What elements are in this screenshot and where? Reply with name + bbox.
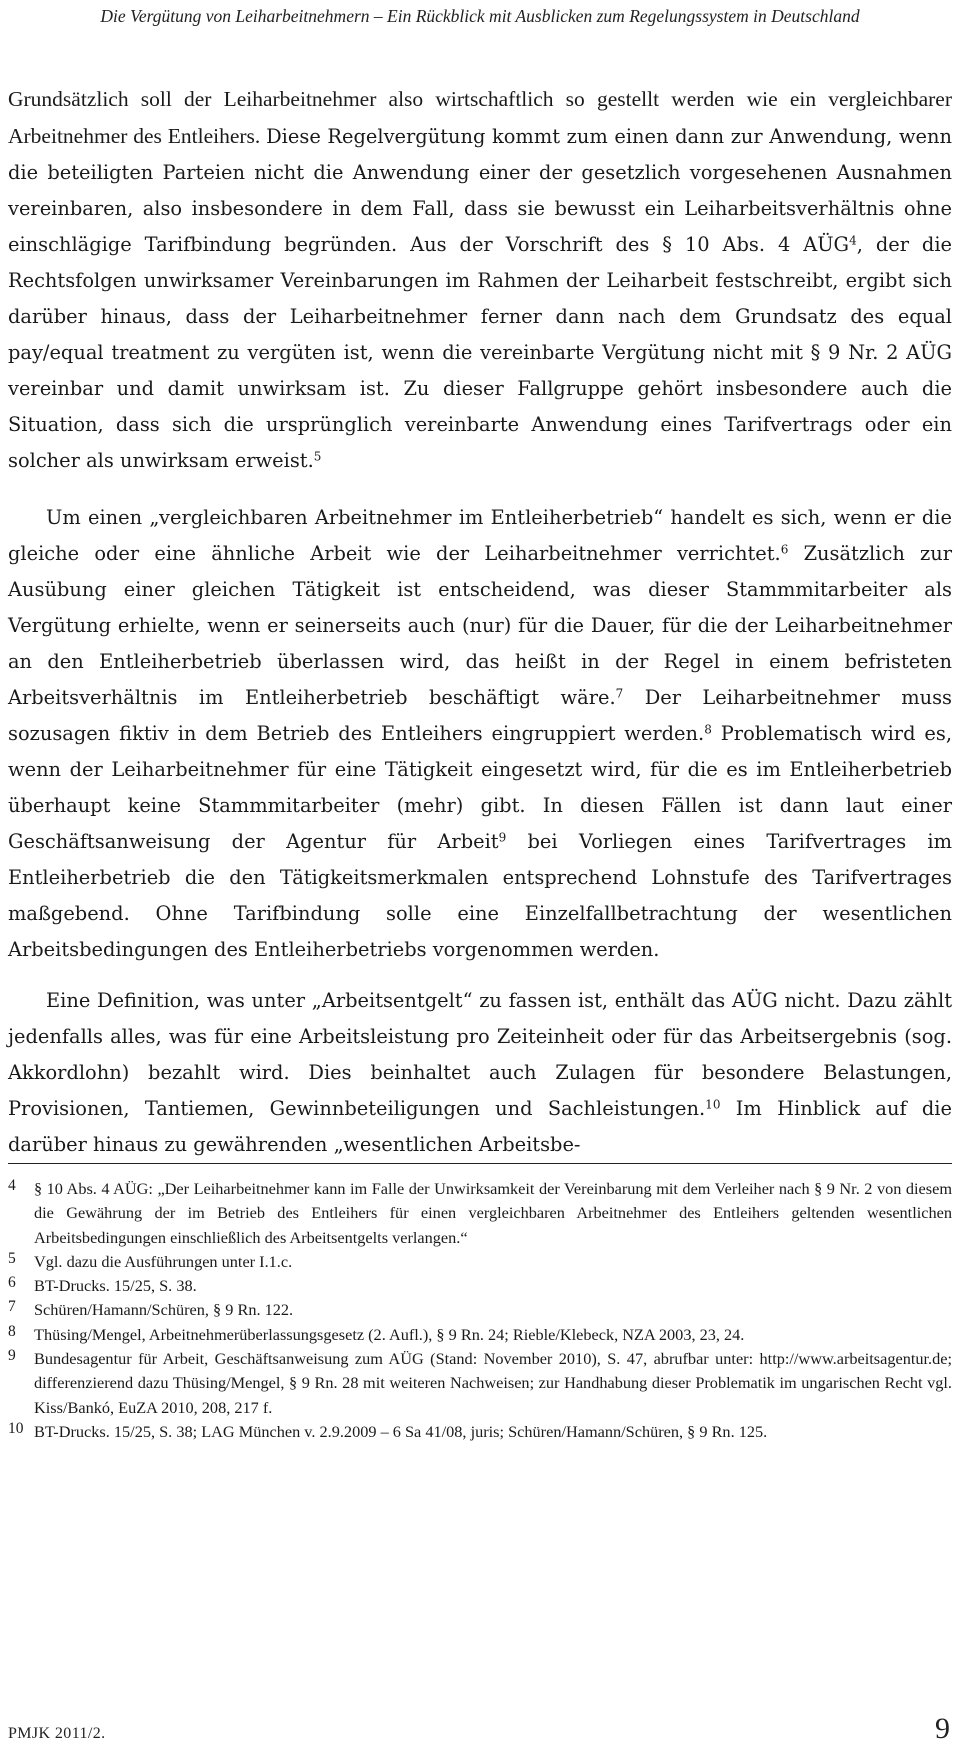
footnote-item xyxy=(8,1323,952,1347)
paragraph-text: Zusätzlich zur Ausübung einer gleichen Tätigkeit ist entscheidend, was dieser Stammmitarbeiter als Vergütung erhielte, wenn er seinerseits auch (nur) für die Dauer, für die der Leiharbeitnehmer an den Entleiherbetrieb überlassen wird, das heißt in der Regel in einem befristeten Arbeitsverhältnis im Entleiherbetrieb beschäftigt wäre. xyxy=(8,542,952,709)
footnote-ref-10[interactable]: 10 xyxy=(705,1097,721,1112)
footnote-separator xyxy=(8,1163,952,1164)
footnote-item xyxy=(8,1250,952,1274)
paragraph-lead-text: Grundsätzlich soll der Leiharbeitnehmer also wirtschaftlich so gestellt werden wie ein vergleichbarer Arbeitnehmer des Entleihers. xyxy=(8,87,952,148)
footnote-ref-9[interactable]: 9 xyxy=(498,830,507,845)
footnote-number: 4 xyxy=(8,1177,16,1194)
paragraph-text: Der Leiharbeitnehmer muss sozusagen fiktiv in dem Betrieb des Entleihers eingruppiert werden. xyxy=(8,686,952,745)
paragraph-text: Problematisch wird es, wenn der Leiharbeitnehmer für eine Tätigkeit eingesetzt wird, für die es im Entleiherbetrieb überhaupt keine Stammmitarbeiter (mehr) gibt. In diesen Fällen ist dann laut einer Geschäftsanweisung der Agentur für Arbeit xyxy=(8,722,952,853)
footnote-item xyxy=(8,1177,952,1250)
footnote-item xyxy=(8,1347,952,1420)
footnote-ref-4[interactable]: 4 xyxy=(849,233,857,248)
body-paragraph-3 xyxy=(8,983,952,1163)
body-paragraph-1 xyxy=(8,81,952,479)
footnote-number: 5 xyxy=(8,1249,16,1267)
footnote-ref-7[interactable]: 7 xyxy=(615,686,624,701)
paragraph-text: , der die Rechtsfolgen unwirksamer Vereinbarungen im Rahmen der Leiharbeit festschreibt, ergibt sich darüber hinaus, dass der Leiharbeitnehmer ferner dann nach dem Grundsatz des equal pay/equal treatment zu vergüten ist, wenn die vereinbarte Vergütung nicht mit § 9 Nr. 2 AÜG vereinbar und damit unwirksam ist. Zu dieser Fallgruppe gehört insbesondere auch die Situation, dass sich die ursprünglich vereinbarte Anwendung eines Tarifvertrags oder ein solcher als unwirksam erweist. xyxy=(8,233,952,472)
footnote-number: 7 xyxy=(8,1298,16,1316)
footnote-item xyxy=(8,1298,952,1322)
footnote-text: Thüsing/Mengel, Arbeitnehmerüberlassungsgesetz (2. Aufl.), § 9 Rn. 24; Rieble/Klebeck, NZA 2003, 23, 24. xyxy=(34,1324,745,1344)
footnote-text: Vgl. dazu die Ausführungen unter I.1.c. xyxy=(34,1251,293,1271)
paragraph-text: Diese Regelvergütung kommt zum einen dann zur Anwendung, wenn die beteiligten Parteien nicht die Anwendung einer der gesetzlich vorgesehenen Ausnahmen vereinbaren, also insbesondere in dem Fall, dass sie bewusst ein Leiharbeitsverhältnis ohne einschlägige Tarifbindung begründen. Aus der Vorschrift des § 10 Abs. 4 AÜG xyxy=(8,125,952,256)
footnote-text: § 10 Abs. 4 AÜG: „Der Leiharbeitnehmer kann im Falle der Unwirksamkeit der Vereinbarung mit dem Verleiher nach § 9 Nr. 2 von diesem die Gewährung der im Betrieb des Entleihers für einen vergleichbaren Arbeitnehmer des Entleihers geltenden wesentlichen Arbeitsbedingungen einschließlich des Arbeitsentgelts verlangen.“ xyxy=(34,1179,952,1247)
footnote-ref-5[interactable]: 5 xyxy=(313,449,322,464)
paragraph-text: bei Vorliegen eines Tarifvertrages im Entleiherbetrieb die den Tätigkeitsmerkmalen entsprechend Lohnstufe des Tarifvertrages maßgebend. Ohne Tarifbindung solle eine Einzelfallbetrachtung der wesentlichen Arbeitsbedingungen des Entleiherbetriebs vorgenommen werden. xyxy=(8,830,952,961)
footnote-text: BT-Drucks. 15/25, S. 38; LAG München v. 2.9.2009 – 6 Sa 41/08, juris; Schüren/Hamann/Schüren, § 9 Rn. 125. xyxy=(34,1421,768,1441)
footnote-text: Schüren/Hamann/Schüren, § 9 Rn. 122. xyxy=(34,1300,294,1320)
footnote-text: Bundesagentur für Arbeit, Geschäftsanweisung zum AÜG (Stand: November 2010), S. 47, abrufbar unter: http://www.arbeitsagentur.de; differenzierend dazu Thüsing/Mengel, § 9 Rn. 28 mit weiteren Nachweisen; zur Handhabung dieser Problematik im ungarischen Recht vgl. Kiss/Bankó, EuZA 2010, 208, 217 f. xyxy=(34,1349,952,1417)
footnote-item xyxy=(8,1274,952,1298)
footnote-ref-6[interactable]: 6 xyxy=(780,542,789,557)
page-number: 9 xyxy=(935,1712,950,1745)
paragraph-text: Im Hinblick auf die darüber hinaus zu gewährenden „wesentlichen Arbeitsbe- xyxy=(8,1097,952,1156)
footnote-ref-8[interactable]: 8 xyxy=(704,722,712,737)
footnotes xyxy=(8,1177,952,1444)
paragraph-text: Um einen „vergleichbaren Arbeitnehmer im Entleiherbetrieb“ handelt es sich, wenn er die gleiche oder eine ähnliche Arbeit wie der Leiharbeitnehmer verrichtet. xyxy=(8,506,952,565)
journal-citation: PMJK 2011/2. xyxy=(8,1725,106,1742)
footnote-number: 8 xyxy=(8,1322,16,1340)
footnote-number: 10 xyxy=(8,1419,24,1437)
footnote-item xyxy=(8,1420,952,1444)
footnote-number: 9 xyxy=(8,1347,16,1365)
body-paragraph-2 xyxy=(8,500,952,968)
footnote-number: 6 xyxy=(8,1274,16,1292)
footnote-text: BT-Drucks. 15/25, S. 38. xyxy=(34,1276,197,1296)
running-head: Die Vergütung von Leiharbeitnehmern – Ein Rückblick mit Ausblicken zum Regelungssystem in Deutschland xyxy=(100,6,860,26)
paragraph-text: Eine Definition, was unter „Arbeitsentgelt“ zu fassen ist, enthält das AÜG nicht. Dazu zählt jedenfalls alles, was für eine Arbeitsleistung pro Zeiteinheit oder für das Arbeitsergebnis (sog. Akkordlohn) bezahlt wird. Dies beinhaltet auch Zulagen für besondere Belastungen, Provisionen, Tantiemen, Gewinnbeteiligungen und Sachleistungen. xyxy=(8,989,952,1120)
